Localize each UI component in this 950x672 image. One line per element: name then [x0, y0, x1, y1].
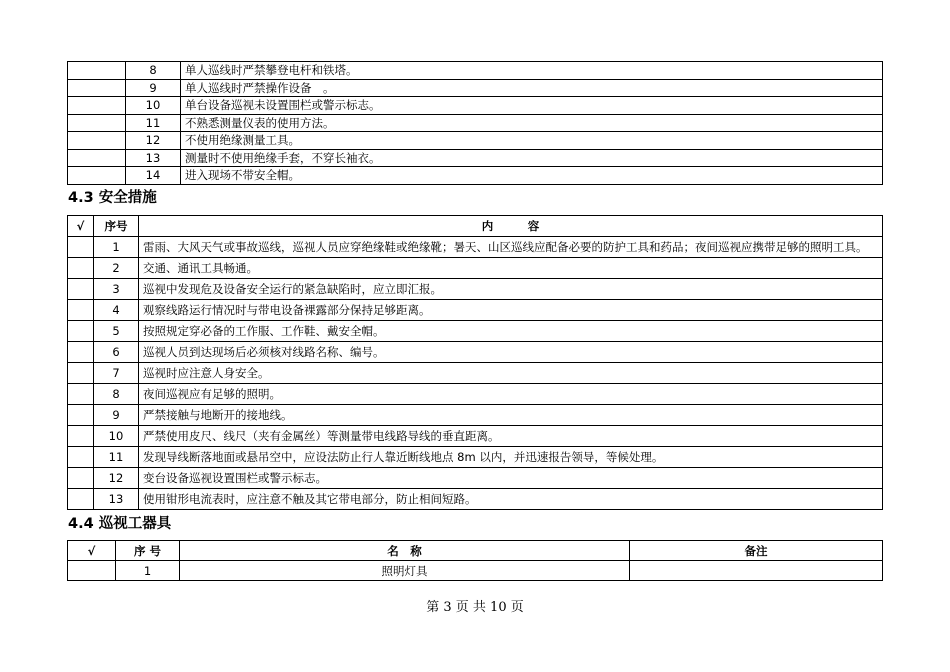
table-row — [68, 489, 883, 510]
row-text: 变台设备巡视设置围栏或警示标志。 — [139, 468, 883, 489]
number-column-header: 序 号 — [116, 541, 180, 561]
table-row — [68, 300, 883, 321]
row-text: 按照规定穿必备的工作服、工作鞋、戴安全帽。 — [139, 321, 883, 342]
table-header-row — [68, 541, 883, 561]
safety-measures-table-body — [68, 237, 883, 510]
table-row — [68, 468, 883, 489]
row-number: 2 — [94, 258, 139, 279]
page-footer: 第 3 页 共 10 页 — [426, 600, 524, 615]
check-cell — [68, 384, 94, 405]
row-number: 1 — [94, 237, 139, 258]
safety-measures-table — [67, 215, 883, 510]
row-number: 7 — [94, 363, 139, 384]
row-number: 5 — [94, 321, 139, 342]
check-cell — [68, 300, 94, 321]
row-text: 交通、通讯工具畅通。 — [139, 258, 883, 279]
row-text: 严禁接触与地断开的接地线。 — [139, 405, 883, 426]
section-heading-4-3: 4.3 安全措施 — [68, 190, 157, 206]
check-cell — [68, 79, 126, 97]
row-text: 发现导线断落地面或悬吊空中，应设法防止行人靠近断线地点 8m 以内，并迅速报告领导，等候处理。 — [139, 447, 883, 468]
hazard-table-body — [68, 62, 883, 185]
row-number: 8 — [94, 384, 139, 405]
row-number: 12 — [94, 468, 139, 489]
table-row — [68, 342, 883, 363]
check-cell — [68, 132, 126, 150]
tools-table-body — [68, 561, 883, 581]
table-row — [68, 79, 883, 97]
tool-name: 照明灯具 — [180, 561, 630, 581]
check-cell — [68, 62, 126, 80]
row-text: 观察线路运行情况时与带电设备裸露部分保持足够距离。 — [139, 300, 883, 321]
row-text: 测量时不使用绝缘手套，不穿长袖衣。 — [181, 149, 883, 167]
row-number: 14 — [126, 167, 181, 185]
table-row — [68, 561, 883, 581]
row-text: 夜间巡视应有足够的照明。 — [139, 384, 883, 405]
table-row — [68, 167, 883, 185]
row-text: 不使用绝缘测量工具。 — [181, 132, 883, 150]
row-number: 11 — [94, 447, 139, 468]
row-text: 严禁使用皮尺、线尺（夹有金属丝）等测量带电线路导线的垂直距离。 — [139, 426, 883, 447]
table-row — [68, 426, 883, 447]
row-text: 单台设备巡视未设置围栏或警示标志。 — [181, 97, 883, 115]
table-row — [68, 132, 883, 150]
row-number: 13 — [126, 149, 181, 167]
table-row — [68, 447, 883, 468]
table-row — [68, 279, 883, 300]
row-text: 巡视人员到达现场后必须核对线路名称、编号。 — [139, 342, 883, 363]
row-number: 1 — [116, 561, 180, 581]
check-cell — [68, 447, 94, 468]
check-cell — [68, 405, 94, 426]
check-cell — [68, 114, 126, 132]
row-text: 使用钳形电流表时，应注意不触及其它带电部分，防止相间短路。 — [139, 489, 883, 510]
content-column-header: 内 容 — [139, 216, 883, 237]
row-number: 10 — [94, 426, 139, 447]
check-cell — [68, 149, 126, 167]
check-column-header: √ — [68, 541, 116, 561]
row-text: 单人巡线时严禁攀登电杆和铁塔。 — [181, 62, 883, 80]
check-cell — [68, 279, 94, 300]
table-row — [68, 405, 883, 426]
table-row — [68, 321, 883, 342]
row-text: 雷雨、大风天气或事故巡线，巡视人员应穿绝缘鞋或绝缘靴；暑天、山区巡线应配备必要的防护工具和药品；夜间巡视应携带足够的照明工具。 — [139, 237, 883, 258]
check-cell — [68, 97, 126, 115]
check-cell — [68, 489, 94, 510]
name-column-header: 名 称 — [180, 541, 630, 561]
row-number: 10 — [126, 97, 181, 115]
table-row — [68, 149, 883, 167]
check-cell — [68, 342, 94, 363]
check-column-header: √ — [68, 216, 94, 237]
table-row — [68, 62, 883, 80]
check-cell — [68, 321, 94, 342]
check-cell — [68, 561, 116, 581]
row-number: 13 — [94, 489, 139, 510]
row-text: 不熟悉测量仪表的使用方法。 — [181, 114, 883, 132]
table-row — [68, 258, 883, 279]
number-column-header: 序号 — [94, 216, 139, 237]
note-column-header: 备注 — [630, 541, 883, 561]
table-row — [68, 237, 883, 258]
check-cell — [68, 426, 94, 447]
row-text: 单人巡线时严禁操作设备 。 — [181, 79, 883, 97]
row-text: 巡视时应注意人身安全。 — [139, 363, 883, 384]
hazard-table — [67, 61, 883, 185]
section-heading-4-4: 4.4 巡视工器具 — [68, 516, 172, 532]
row-text: 进入现场不带安全帽。 — [181, 167, 883, 185]
table-row — [68, 114, 883, 132]
table-row — [68, 363, 883, 384]
tool-note — [630, 561, 883, 581]
table-row — [68, 97, 883, 115]
table-header-row — [68, 216, 883, 237]
row-number: 9 — [126, 79, 181, 97]
check-cell — [68, 237, 94, 258]
tools-table — [67, 540, 883, 581]
check-cell — [68, 167, 126, 185]
check-cell — [68, 363, 94, 384]
row-number: 12 — [126, 132, 181, 150]
check-cell — [68, 258, 94, 279]
row-number: 8 — [126, 62, 181, 80]
row-text: 巡视中发现危及设备安全运行的紧急缺陷时，应立即汇报。 — [139, 279, 883, 300]
row-number: 11 — [126, 114, 181, 132]
row-number: 3 — [94, 279, 139, 300]
row-number: 4 — [94, 300, 139, 321]
row-number: 9 — [94, 405, 139, 426]
row-number: 6 — [94, 342, 139, 363]
check-cell — [68, 468, 94, 489]
table-row — [68, 384, 883, 405]
